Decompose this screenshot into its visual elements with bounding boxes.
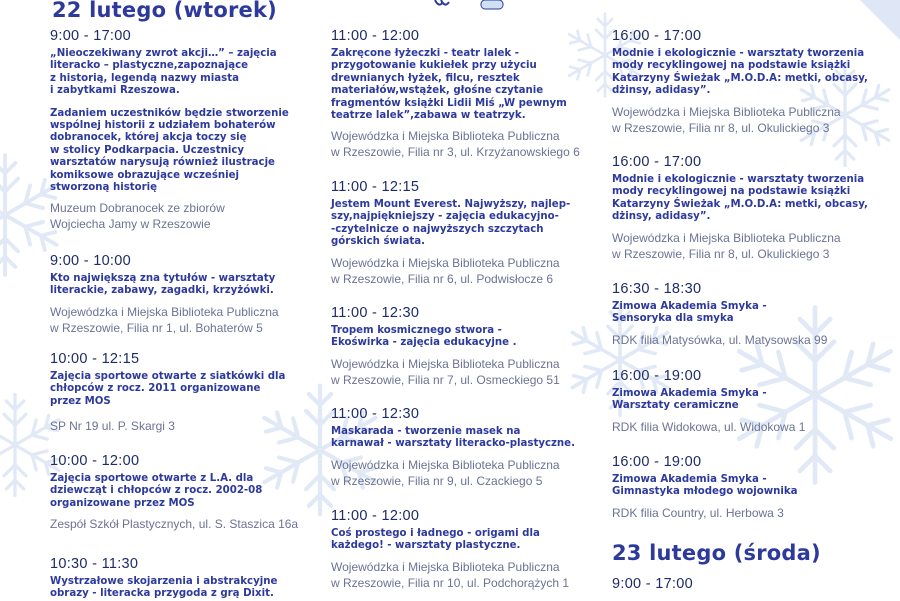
event-place: SP Nr 19 ul. P. Skargi 3 xyxy=(50,419,175,434)
event-time: 11:00 - 12:15 xyxy=(331,179,420,195)
event-place: Wojewódzka i Miejska Biblioteka Publiczna w Rzeszowie, Filia nr 3, ul. Krzyżanowskiego 6 xyxy=(331,129,580,160)
event-item xyxy=(612,454,872,521)
event-time: 10:30 - 11:30 xyxy=(50,556,139,572)
event-description: Zadaniem uczestników będzie stworzenie wspólnej historii z udziałem bohaterów dobranocek, której akcja toczy się w stolicy Podkarpacia. Uczestnicy warsztatów narysują również ilustracje komiksowe obrazujące wcześniej stworzoną historię xyxy=(50,107,289,194)
event-item xyxy=(331,406,586,489)
event-place: Wojewódzka i Miejska Biblioteka Publiczna w Rzeszowie, Filia nr 1, ul. Bohaterów 5 xyxy=(50,304,279,335)
event-time: 10:00 - 12:00 xyxy=(50,453,140,469)
event-item xyxy=(612,576,872,596)
day-heading: 22 lutego (wtorek) xyxy=(52,0,277,22)
event-item xyxy=(50,453,300,532)
day-heading: 23 lutego (środa) xyxy=(612,541,821,565)
event-title: Kto największą zna tytułów - warsztaty literackie, zabawy, zagadki, krzyżówki. xyxy=(50,273,276,297)
event-place: Wojewódzka i Miejska Biblioteka Publiczna w Rzeszowie, Filia nr 8, ul. Okulickiego 3 xyxy=(612,230,841,261)
event-item xyxy=(612,368,872,435)
event-title: Coś prostego i ładnego - origami dla każdego! - warsztaty plastyczne. xyxy=(331,528,540,552)
event-title: Tropem kosmicznego stwora - Ekoświrka - zajęcia edukacyjne . xyxy=(331,325,517,349)
event-title: Zimowa Akademia Smyka - Warsztaty ceramiczne xyxy=(612,388,767,412)
event-time: 11:00 - 12:00 xyxy=(331,508,420,524)
event-place: Wojewódzka i Miejska Biblioteka Publiczna w Rzeszowie, Filia nr 9, ul. Czackiego 5 xyxy=(331,457,560,488)
event-time: 9:00 - 17:00 xyxy=(50,28,131,44)
event-place: Wojewódzka i Miejska Biblioteka Publiczna w Rzeszowie, Filia nr 8, ul. Okulickiego 3 xyxy=(612,104,841,135)
event-place: RDK filia Matysówka, ul. Matysowska 99 xyxy=(612,332,828,347)
event-place: Muzeum Dobranocek ze zbiorów Wojciecha Jamy w Rzeszowie xyxy=(50,201,225,232)
event-place: Wojewódzka i Miejska Biblioteka Publiczna w Rzeszowie, Filia nr 6, ul. Podwisłocze 6 xyxy=(331,255,560,286)
event-time: 11:00 - 12:00 xyxy=(331,28,420,44)
event-title: Zimowa Akademia Smyka - Gimnastyka młodego wojownika xyxy=(612,474,798,498)
event-item xyxy=(331,179,586,287)
event-time: 11:00 - 12:30 xyxy=(331,305,420,321)
event-place: Wojewódzka i Miejska Biblioteka Publiczna w Rzeszowie, Filia nr 7, ul. Osmeckiego 51 xyxy=(331,356,560,387)
event-time: 10:00 - 12:15 xyxy=(50,351,140,367)
event-title: Zimowa Akademia Smyka - Sensoryka dla smyka xyxy=(612,301,767,325)
event-title: Modnie i ekologicznie - warsztaty tworzenia mody recyklingowej na podstawie książki Katarzyny Świeżak „M.O.D.A: metki, obcasy, dżinsy, adidasy”. xyxy=(612,174,868,223)
event-item xyxy=(612,28,872,136)
event-place: RDK filia Country, ul. Herbowa 3 xyxy=(612,505,784,520)
event-title: Wystrzałowe skojarzenia i abstrakcyjne obrazy - literacka przygoda z grą Dixit. xyxy=(50,576,278,600)
event-item xyxy=(50,28,300,232)
event-time: 9:00 - 17:00 xyxy=(612,576,693,592)
event-title: Maskarada - tworzenie masek na karnawał - warsztaty literacko-plastyczne. xyxy=(331,426,575,450)
event-time: 16:00 - 19:00 xyxy=(612,368,702,384)
event-place: Wojewódzka i Miejska Biblioteka Publiczna w Rzeszowie, Filia nr 10, ul. Podchorążych 1 xyxy=(331,559,570,590)
event-item xyxy=(331,28,586,160)
event-place: RDK filia Widokowa, ul. Widokowa 1 xyxy=(612,419,806,434)
event-item xyxy=(50,351,300,434)
event-item xyxy=(331,508,586,591)
event-time: 16:00 - 17:00 xyxy=(612,28,702,44)
event-title: Zajęcia sportowe otwarte z L.A. dla dziewcząt i chłopców z rocz. 2002-08 organizowane przez MOS xyxy=(50,473,263,509)
event-title: Zajęcia sportowe otwarte z siatkówki dla chłopców z rocz. 2011 organizowane przez MOS xyxy=(50,371,286,407)
event-item xyxy=(50,556,300,601)
event-title: Zakręcone łyżeczki - teatr lalek - przygotowanie kukiełek przy użyciu drewnianych łyżek, filcu, resztek materiałów,wstążek, głośne czytanie fragmentów książki Lidii Miś „W pewnym teatrze lalek”,zabawa w teatrzyk. xyxy=(331,48,567,122)
event-place: Zespół Szkół Plastycznych, ul. S. Staszica 16a xyxy=(50,517,299,532)
event-time: 16:30 - 18:30 xyxy=(612,281,702,297)
top-illustration-fragment xyxy=(431,0,505,12)
event-item xyxy=(50,253,300,336)
event-title: Jestem Mount Everest. Najwyższy, najlep- szy,najpiękniejszy - zajęcia edukacyjno- -czytelnicze o najwyższych szczytach górskich świata. xyxy=(331,199,571,248)
event-item xyxy=(612,281,872,348)
event-time: 9:00 - 10:00 xyxy=(50,253,131,269)
event-title: „Nieoczekiwany zwrot akcji…” – zajęcia literacko – plastyczne,zapoznające z historią, legendą nazwy miasta i zabytkami Rzeszowa. xyxy=(50,48,277,97)
event-time: 16:00 - 19:00 xyxy=(612,454,702,470)
event-item xyxy=(331,305,586,388)
event-title: Modnie i ekologicznie - warsztaty tworzenia mody recyklingowej na podstawie książki Katarzyny Świeżak „M.O.D.A: metki, obcasy, dżinsy, adidasy”. xyxy=(612,48,868,97)
event-time: 16:00 - 17:00 xyxy=(612,154,702,170)
event-time: 11:00 - 12:30 xyxy=(331,406,420,422)
event-item xyxy=(612,154,872,262)
